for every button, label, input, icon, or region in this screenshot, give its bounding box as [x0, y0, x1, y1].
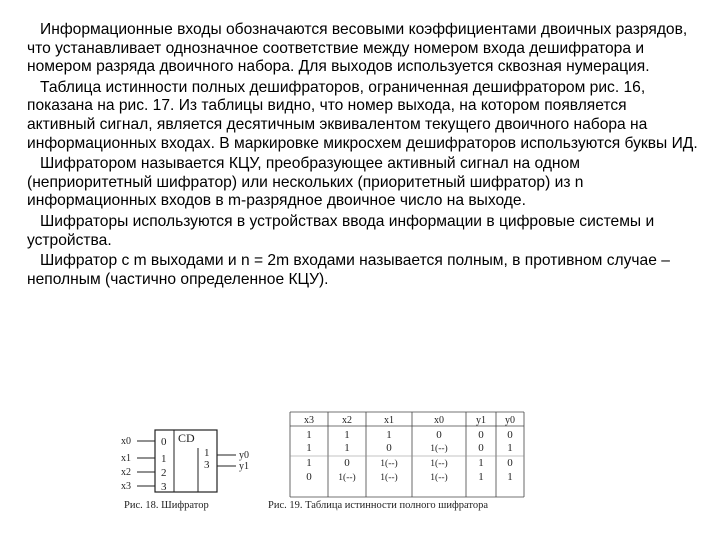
table-cell: 0: [386, 442, 392, 454]
input-label-x0: x0: [121, 436, 131, 447]
table-cell: 1: [507, 471, 513, 483]
table-cell: 1(--): [380, 459, 398, 469]
table-cell: 1: [344, 442, 350, 454]
table-cell: 0: [344, 457, 350, 469]
output-label-y0: y0: [239, 450, 249, 461]
table-header-y1: y1: [476, 415, 486, 426]
table-header-x3: x3: [304, 415, 314, 426]
table-cell: 0: [436, 429, 442, 441]
table-cell: 0: [507, 429, 513, 441]
table-cell: 1: [344, 429, 350, 441]
figure-18-caption: Рис. 18. Шифратор: [124, 500, 209, 511]
figures-area: [0, 402, 720, 540]
table-cell: 1: [478, 457, 484, 469]
table-cell: 1: [478, 471, 484, 483]
paragraph-decoder-inputs: Информационные входы обозначаются весовыми коэффициентами двоичных разрядов, что устанавливает однозначное соответствие между номером входа дешифратора и номером разряда двоичного набора. Для выходов используется сквозная нумерация.: [27, 21, 688, 76]
input-weight-2: 2: [161, 467, 167, 479]
main-text: [27, 21, 699, 291]
figures-svg: [0, 402, 720, 540]
table-cell: 1(--): [430, 459, 448, 469]
table-cell: 1: [306, 429, 312, 441]
input-label-x1: x1: [121, 453, 131, 464]
table-header-x1: x1: [384, 415, 394, 426]
table-cell: 1: [386, 429, 392, 441]
paragraph-full-encoder: Шифратор с m выходами и n = 2m входами называется полным, в противном случае – неполным (частично определенное КЦУ).: [27, 252, 670, 288]
output-label-y1: y1: [239, 461, 249, 472]
table-cell: 1(--): [380, 473, 398, 483]
paragraph-encoder-definition: Шифратором называется КЦУ, преобразующее активный сигнал на одном (неприоритетный шифратор) или нескольких (приоритетный шифратор) из n информационных входов в m-разрядное двоичное число на выходе.: [27, 155, 584, 210]
figure-19-caption: Рис. 19. Таблица истинности полного шифратора: [268, 500, 489, 511]
table-header-x0: x0: [434, 415, 444, 426]
figure-19-truth-table: [268, 412, 524, 511]
output-weight-1: 1: [204, 447, 210, 459]
input-label-x3: x3: [121, 481, 131, 492]
table-cell: 1: [306, 442, 312, 454]
figure-18-encoder: [121, 430, 249, 511]
table-cell: 0: [478, 442, 484, 454]
table-cell: 1: [306, 457, 312, 469]
paragraph-truth-table: Таблица истинности полных дешифраторов, ограниченная дешифратором рис. 16, показана на рис. 17. Из таблицы видно, что номер выхода, на котором появляется активный сигнал, является десятичным эквивалентом текущего двоичного набора на информационных входах. В маркировке микросхем дешифраторов используются буквы ИД.: [27, 78, 698, 152]
paragraph-encoder-usage: Шифраторы используются в устройствах ввода информации в цифровые системы и устройства.: [27, 212, 655, 249]
input-weight-3: 3: [161, 481, 167, 493]
output-weight-3: 3: [204, 459, 210, 471]
table-cell: 0: [507, 457, 513, 469]
table-cell: 1(--): [430, 444, 448, 454]
table-cell: 1(--): [430, 473, 448, 483]
input-label-x2: x2: [121, 467, 131, 478]
table-cell: 0: [306, 471, 312, 483]
table-header-y0: y0: [505, 415, 515, 426]
table-cell: 1(--): [338, 473, 356, 483]
input-weight-1: 1: [161, 453, 167, 465]
table-cell: 1: [507, 442, 513, 454]
table-header-x2: x2: [342, 415, 352, 426]
input-weight-0: 0: [161, 436, 167, 448]
table-cell: 0: [478, 429, 484, 441]
encoder-block-label: CD: [178, 431, 195, 445]
